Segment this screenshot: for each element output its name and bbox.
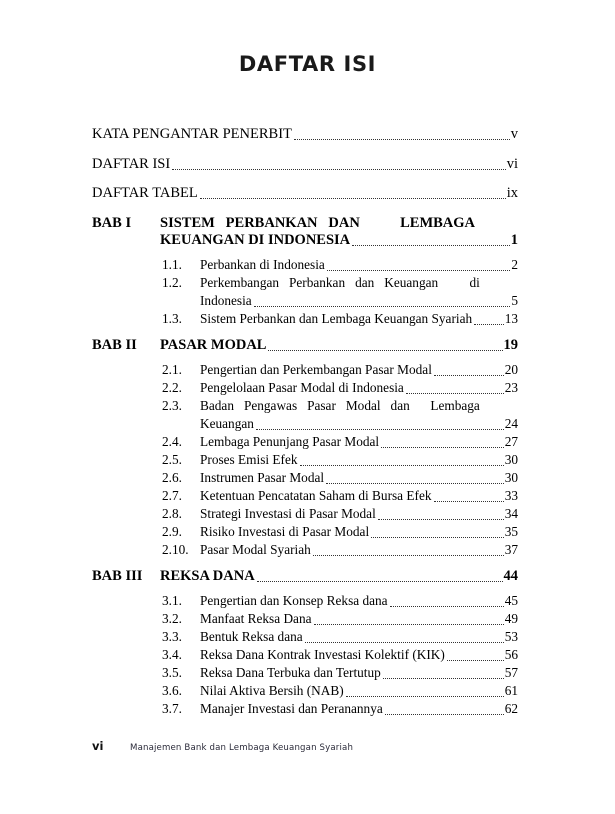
section-title-text: Perbankan di Indonesia bbox=[200, 256, 325, 272]
section-page: 62 bbox=[504, 700, 518, 716]
section-number: 3.4. bbox=[162, 646, 182, 662]
chapter-heading[interactable] bbox=[92, 215, 518, 249]
section-number: 3.7. bbox=[162, 700, 182, 716]
section-title bbox=[200, 646, 518, 664]
chapter-title-line bbox=[160, 215, 475, 232]
chapter-title bbox=[160, 568, 518, 585]
section-number: 2.4. bbox=[162, 433, 182, 449]
section-page: 13 bbox=[504, 310, 518, 326]
section-title bbox=[200, 505, 518, 523]
section-title bbox=[200, 256, 518, 274]
section-title-line bbox=[200, 274, 480, 292]
section-title-text-tail: Lembaga bbox=[430, 397, 480, 413]
dot-leader bbox=[390, 605, 504, 607]
section-number: 3.5. bbox=[162, 664, 182, 680]
section-title-text-tail: di bbox=[469, 274, 480, 290]
section-title bbox=[200, 379, 518, 397]
toc-entry-section[interactable] bbox=[162, 361, 518, 379]
toc-entry-section[interactable] bbox=[162, 541, 518, 559]
dot-leader bbox=[313, 554, 504, 556]
section-page: 20 bbox=[504, 361, 518, 377]
table-of-contents bbox=[92, 126, 518, 718]
section-title bbox=[200, 664, 518, 682]
dot-leader bbox=[406, 392, 504, 394]
section-page: 37 bbox=[504, 541, 518, 557]
chapter-title bbox=[160, 215, 518, 249]
section-title bbox=[200, 682, 518, 700]
chapter-title-line bbox=[160, 568, 518, 585]
section-list bbox=[92, 256, 518, 328]
front-matter-list bbox=[92, 126, 518, 202]
section-page: 53 bbox=[504, 628, 518, 644]
section-page: 5 bbox=[511, 292, 518, 308]
section-page: 45 bbox=[504, 592, 518, 608]
section-number: 2.5. bbox=[162, 451, 182, 467]
section-title bbox=[200, 487, 518, 505]
section-title-text: Nilai Aktiva Bersih (NAB) bbox=[200, 682, 344, 698]
section-title-line bbox=[200, 397, 480, 415]
section-title bbox=[200, 628, 518, 646]
section-title bbox=[200, 610, 518, 628]
entry-label: KATA PENGANTAR PENERBIT bbox=[92, 126, 292, 142]
toc-entry-section[interactable] bbox=[162, 397, 518, 433]
section-title-text: Keuangan bbox=[200, 415, 254, 431]
section-title-text: Lembaga Penunjang Pasar Modal bbox=[200, 433, 380, 449]
section-title-text: Pengertian dan Perkembangan Pasar Modal bbox=[200, 361, 432, 377]
toc-entry-section[interactable] bbox=[162, 700, 518, 718]
dot-leader bbox=[257, 580, 503, 582]
toc-entry-section[interactable] bbox=[162, 610, 518, 628]
section-title-text: Instrumen Pasar Modal bbox=[200, 469, 325, 485]
toc-entry-section[interactable] bbox=[162, 310, 518, 328]
toc-entry-section[interactable] bbox=[162, 505, 518, 523]
dot-leader bbox=[256, 428, 504, 430]
dot-leader bbox=[327, 269, 511, 271]
section-page: 30 bbox=[504, 451, 518, 467]
chapter-title-text-tail: LEMBAGA bbox=[400, 214, 476, 231]
section-page: 49 bbox=[504, 610, 518, 626]
section-title-text: Badan Pengawas Pasar Modal dan bbox=[200, 397, 410, 413]
dot-leader bbox=[172, 168, 506, 170]
page-title: DAFTAR ISI bbox=[238, 52, 377, 76]
section-title bbox=[200, 451, 518, 469]
section-page: 34 bbox=[504, 505, 518, 521]
toc-entry-section[interactable] bbox=[162, 256, 518, 274]
entry-page: v bbox=[510, 126, 518, 142]
section-title-text: Pasar Modal Syariah bbox=[200, 541, 311, 557]
section-title bbox=[200, 700, 518, 718]
dot-leader bbox=[447, 659, 504, 661]
section-page: 61 bbox=[504, 682, 518, 698]
chapter-block-3 bbox=[92, 568, 518, 718]
section-title-text: Reksa Dana Terbuka dan Tertutup bbox=[200, 664, 381, 680]
dot-leader bbox=[200, 197, 506, 199]
section-title bbox=[200, 541, 518, 559]
footer-page-number: vi bbox=[92, 739, 104, 753]
section-number: 2.3. bbox=[162, 397, 182, 413]
section-title-text: Manajer Investasi dan Peranannya bbox=[200, 700, 383, 716]
toc-entry-front[interactable] bbox=[92, 156, 518, 173]
section-title-text: Sistem Perbankan dan Lembaga Keuangan Syariah bbox=[200, 310, 473, 326]
dot-leader bbox=[378, 518, 504, 520]
dot-leader bbox=[381, 446, 504, 448]
entry-label: DAFTAR ISI bbox=[92, 155, 171, 172]
page-footer bbox=[92, 739, 353, 753]
dot-leader bbox=[300, 464, 504, 466]
chapter-block-2 bbox=[92, 337, 518, 559]
dot-leader bbox=[383, 677, 504, 679]
section-page: 35 bbox=[504, 523, 518, 539]
footer-running-title: Manajemen Bank dan Lembaga Keuangan Syariah bbox=[130, 743, 354, 753]
section-number: 3.2. bbox=[162, 610, 182, 626]
dot-leader bbox=[434, 374, 504, 376]
toc-entry-section[interactable] bbox=[162, 274, 518, 310]
toc-entry-section[interactable] bbox=[162, 433, 518, 451]
section-number: 2.1. bbox=[162, 361, 182, 377]
section-number: 2.10. bbox=[162, 541, 189, 557]
chapter-title-line bbox=[160, 232, 518, 249]
section-title bbox=[200, 592, 518, 610]
section-title-text: Pengelolaan Pasar Modal di Indonesia bbox=[200, 379, 404, 395]
dot-leader bbox=[385, 713, 504, 715]
toc-entry-section[interactable] bbox=[162, 592, 518, 610]
section-title-text: Risiko Investasi di Pasar Modal bbox=[200, 523, 370, 539]
toc-entry-section[interactable] bbox=[162, 469, 518, 487]
toc-entry-section[interactable] bbox=[162, 664, 518, 682]
chapter-title bbox=[160, 337, 518, 354]
section-title-text: Manfaat Reksa Dana bbox=[200, 610, 312, 626]
toc-entry-section[interactable] bbox=[162, 487, 518, 505]
section-number: 1.3. bbox=[162, 310, 182, 326]
entry-label: DAFTAR TABEL bbox=[92, 185, 198, 201]
toc-entry-section[interactable] bbox=[162, 523, 518, 541]
section-page: 2 bbox=[511, 256, 518, 272]
chapter-heading[interactable] bbox=[92, 337, 518, 354]
section-title bbox=[200, 433, 518, 451]
section-page: 33 bbox=[504, 487, 518, 503]
chapter-page: 19 bbox=[503, 336, 518, 353]
section-title bbox=[200, 274, 518, 310]
section-title bbox=[200, 469, 518, 487]
section-title-text: Ketentuan Pencatatan Saham di Bursa Efek bbox=[200, 487, 432, 503]
entry-page: vi bbox=[506, 155, 518, 172]
chapter-heading[interactable] bbox=[92, 568, 518, 585]
dot-leader bbox=[294, 138, 510, 140]
dot-leader bbox=[352, 244, 510, 246]
toc-entry-section[interactable] bbox=[162, 628, 518, 646]
section-title bbox=[200, 397, 518, 433]
section-page: 56 bbox=[504, 646, 518, 662]
chapter-title-text: SISTEM PERBANKAN DAN bbox=[160, 214, 360, 231]
section-page: 23 bbox=[504, 379, 518, 395]
chapter-title-text: PASAR MODAL bbox=[160, 336, 267, 353]
section-page: 57 bbox=[504, 664, 518, 680]
toc-entry-section[interactable] bbox=[162, 646, 518, 664]
chapter-page: 1 bbox=[510, 231, 518, 248]
section-title bbox=[200, 361, 518, 379]
chapter-title-line bbox=[160, 337, 518, 354]
section-title bbox=[200, 523, 518, 541]
chapter-block-1 bbox=[92, 215, 518, 328]
dot-leader bbox=[254, 305, 511, 307]
chapter-label: BAB III bbox=[92, 567, 143, 584]
section-number: 1.1. bbox=[162, 256, 182, 272]
toc-entry-front[interactable] bbox=[92, 185, 518, 202]
section-number: 1.2. bbox=[162, 274, 182, 290]
section-list bbox=[92, 361, 518, 559]
toc-entry-front[interactable] bbox=[92, 126, 518, 143]
section-page: 24 bbox=[504, 415, 518, 431]
toc-entry-section[interactable] bbox=[162, 379, 518, 397]
section-page: 27 bbox=[504, 433, 518, 449]
toc-entry-section[interactable] bbox=[162, 451, 518, 469]
dot-leader bbox=[346, 695, 504, 697]
section-title bbox=[200, 310, 518, 328]
dot-leader bbox=[268, 349, 502, 351]
chapter-title-text: KEUANGAN DI INDONESIA bbox=[160, 231, 351, 248]
dot-leader bbox=[326, 482, 504, 484]
section-number: 2.6. bbox=[162, 469, 182, 485]
section-title-line bbox=[200, 415, 518, 433]
chapter-label: BAB I bbox=[92, 214, 132, 231]
section-page: 30 bbox=[504, 469, 518, 485]
toc-entry-section[interactable] bbox=[162, 682, 518, 700]
section-title-text: Proses Emisi Efek bbox=[200, 451, 298, 467]
section-title-text: Strategi Investasi di Pasar Modal bbox=[200, 505, 376, 521]
section-number: 2.8. bbox=[162, 505, 182, 521]
dot-leader bbox=[434, 500, 504, 502]
section-title-text: Perkembangan Perbankan dan Keuangan bbox=[200, 274, 439, 290]
chapter-page: 44 bbox=[503, 567, 518, 584]
section-list bbox=[92, 592, 518, 718]
section-title-text: Bentuk Reksa dana bbox=[200, 628, 303, 644]
section-number: 3.6. bbox=[162, 682, 182, 698]
section-title-text: Pengertian dan Konsep Reksa dana bbox=[200, 592, 388, 608]
section-title-text: Indonesia bbox=[200, 292, 252, 308]
section-number: 3.3. bbox=[162, 628, 182, 644]
section-number: 2.7. bbox=[162, 487, 182, 503]
dot-leader bbox=[474, 323, 504, 325]
section-number: 3.1. bbox=[162, 592, 182, 608]
section-number: 2.9. bbox=[162, 523, 182, 539]
section-title-text: Reksa Dana Kontrak Investasi Kolektif (KIK) bbox=[200, 646, 445, 662]
dot-leader bbox=[305, 641, 504, 643]
section-title-line bbox=[200, 292, 518, 310]
section-number: 2.2. bbox=[162, 379, 182, 395]
chapter-label: BAB II bbox=[92, 336, 137, 353]
dot-leader bbox=[371, 536, 504, 538]
chapter-title-text: REKSA DANA bbox=[160, 567, 255, 584]
dot-leader bbox=[314, 623, 504, 625]
entry-page: ix bbox=[506, 185, 518, 201]
